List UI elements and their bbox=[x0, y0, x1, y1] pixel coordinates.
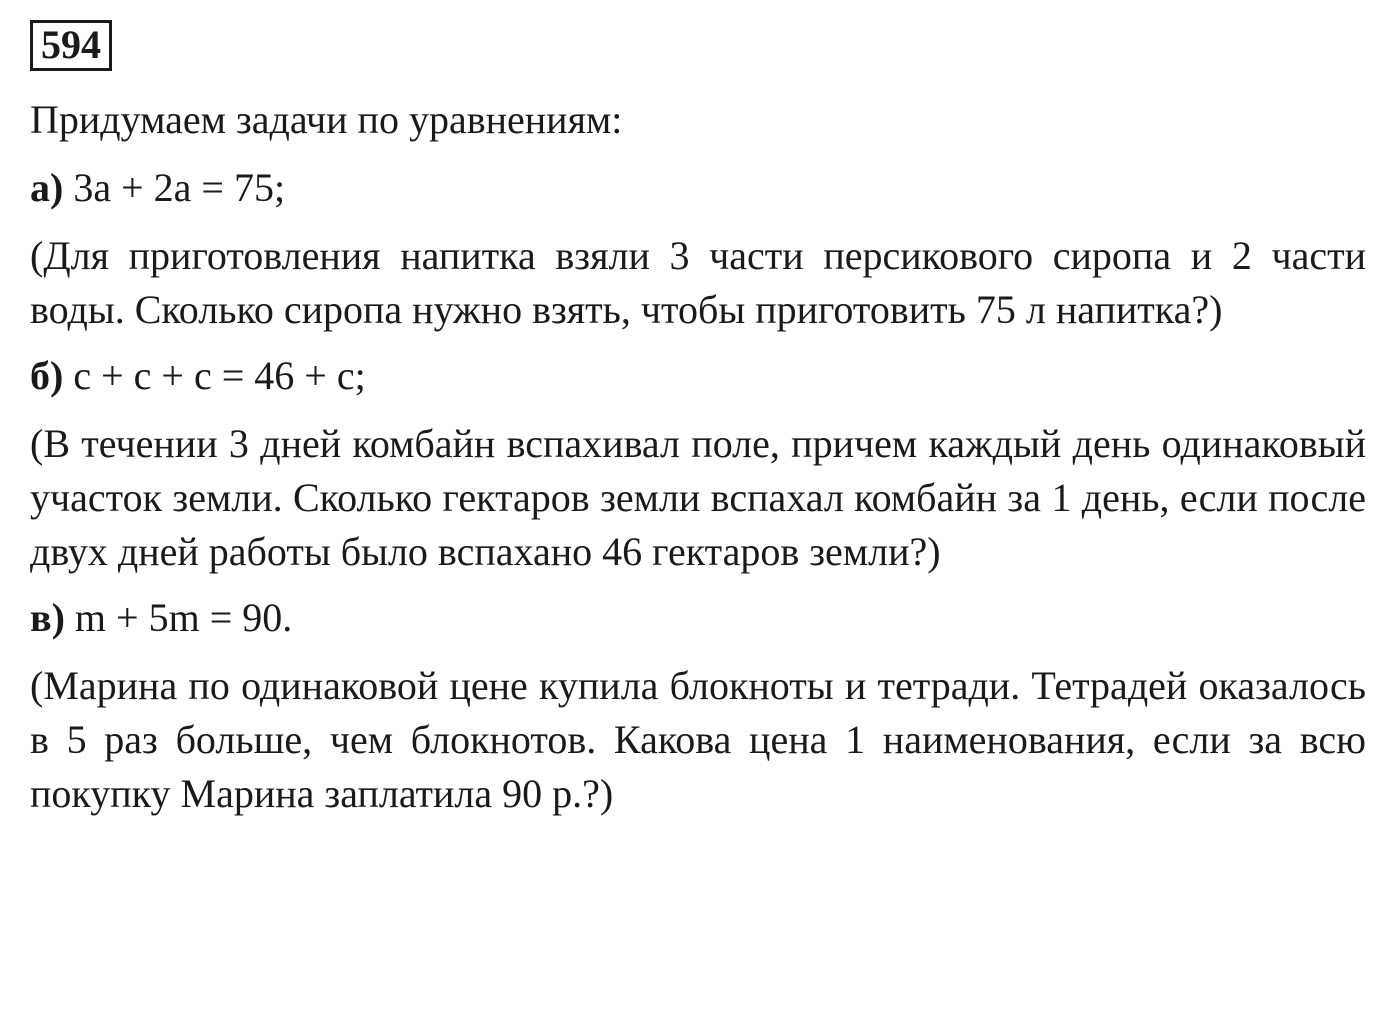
textbook-page bbox=[30, 20, 1366, 833]
equation-text: c + c + c = 46 + c; bbox=[73, 353, 366, 398]
equation-text: m + 5m = 90. bbox=[74, 595, 293, 640]
item-b bbox=[30, 349, 1366, 579]
problem-text: (Для приготовления напитка взяли 3 части персикового сиропа и 2 части воды. Сколько сиропа нужно взять, чтобы приготовить 75 л напитка?) bbox=[30, 233, 1366, 332]
task-number-box: 594 bbox=[30, 20, 112, 71]
problem-text: (В течении 3 дней комбайн вспахивал поле, причем каждый день одинаковый участок земли. Сколько гектаров земли вспахал комбайн за 1 день, если после двух дней работы было вспахано 46 гектаров земли?) bbox=[30, 421, 1366, 574]
equation-line bbox=[30, 161, 1366, 215]
equation-line bbox=[30, 591, 1366, 645]
item-a bbox=[30, 161, 1366, 337]
problem-text: (Марина по одинаковой цене купила блокноты и тетради. Тетрадей оказалось в 5 раз больше, чем блокнотов. Какова цена 1 наименования, если за всю покупку Марина заплатила 90 р.?) bbox=[30, 663, 1366, 816]
item-label: в) bbox=[30, 595, 65, 640]
item-c bbox=[30, 591, 1366, 821]
item-label: а) bbox=[30, 165, 64, 210]
item-label: б) bbox=[30, 353, 64, 398]
equation-text: 3a + 2a = 75; bbox=[73, 165, 286, 210]
intro-text: Придумаем задачи по уравнениям: bbox=[30, 97, 623, 142]
equation-line bbox=[30, 349, 1366, 403]
